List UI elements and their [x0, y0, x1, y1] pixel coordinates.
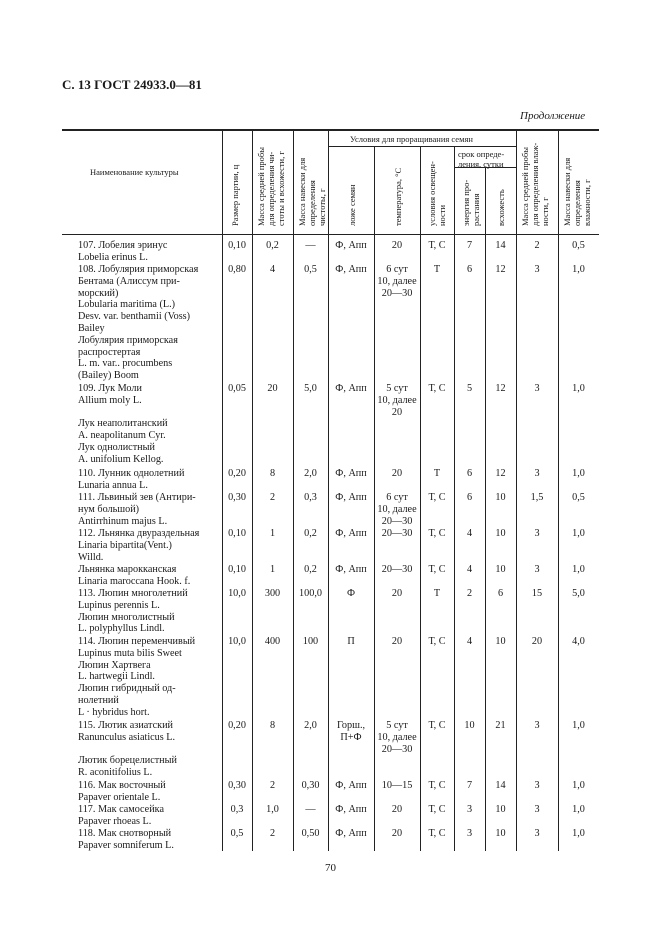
cell-ge: 10 — [495, 528, 506, 539]
cell-pm: 1,0 — [572, 528, 585, 539]
cell-sm: 3 — [534, 383, 540, 394]
cell-sp: 8 — [269, 720, 276, 731]
cell-ge: 12 — [495, 264, 506, 275]
cell-temp: 20 — [391, 828, 403, 839]
cell-ge: 14 — [495, 240, 506, 251]
cell-en: 3 — [466, 804, 473, 815]
cell-en: 4 — [466, 528, 473, 539]
cell-lot: 0,30 — [228, 780, 246, 791]
cell-pp: 100 — [302, 636, 319, 647]
cell-sp: 8 — [269, 468, 276, 479]
cell-lot: 0,30 — [228, 492, 246, 503]
cell-sp: 400 — [264, 636, 281, 647]
cell-pm: 0,5 — [572, 240, 585, 251]
cell-bed: Горш., П+Ф — [336, 720, 366, 743]
cell-light: Т, С — [428, 828, 446, 839]
cell-pm: 1,0 — [572, 264, 585, 275]
cell-en: 5 — [466, 383, 473, 394]
header-bed: ложе семян — [347, 184, 357, 226]
cell-sp: 2 — [269, 780, 276, 791]
cell-en: 6 — [466, 492, 473, 503]
cell-temp: 20—30 — [381, 564, 413, 575]
cell-pm: 1,0 — [572, 828, 585, 839]
header-portion-purity: Масса навески для определения чистоты, г — [297, 157, 327, 226]
cell-sm: 2 — [534, 240, 540, 251]
cell-bed: Ф — [346, 588, 356, 599]
culture-name: 115. Лютик азиатский Ranunculus asiaticus L. Лютик борецелистный R. aconitifolius L. — [78, 720, 177, 779]
cell-light: Т, С — [428, 720, 446, 731]
culture-name: 110. Лунник однолетний Lunaria annua L. — [78, 468, 185, 491]
cell-sp: 1,0 — [266, 804, 279, 815]
cell-lot: 0,5 — [230, 828, 244, 839]
cell-lot: 10,0 — [228, 588, 246, 599]
culture-name: 118. Мак снотворный Papaver somniferum L. — [78, 828, 174, 851]
header-energy: энергия про- растания — [461, 179, 481, 226]
page-number: 70 — [325, 862, 336, 874]
cell-ge: 12 — [495, 468, 506, 479]
cell-pp: — — [305, 804, 316, 815]
cell-temp: 20 — [391, 468, 403, 479]
culture-name: 112. Льнянка двураздельная Linaria bipartita(Vent.) Willd. — [78, 528, 200, 563]
cell-pp: 100,0 — [299, 588, 322, 599]
cell-lot: 0,05 — [228, 383, 246, 394]
cell-ge: 10 — [495, 804, 506, 815]
cell-en: 7 — [466, 240, 473, 251]
header-sample-purity: Масса средней пробы для определения чи- стоты и всхожести, г — [256, 147, 286, 226]
cell-en: 4 — [466, 636, 473, 647]
cell-temp: 10—15 — [381, 780, 413, 791]
cell-ge: 6 — [497, 588, 504, 599]
cell-light: Т — [433, 588, 441, 599]
cell-pm: 1,0 — [572, 468, 585, 479]
culture-name: 114. Люпин переменчивый Lupinus muta bilis Sweet Люпин Хартвега L. hartwegii Lindl. Люпин гибридный од- нолетний L · hybridus hort. — [78, 636, 196, 718]
cell-lot: 0,10 — [228, 564, 246, 575]
header-lot-size: Размер партии, ц — [230, 164, 240, 226]
cell-bed: Ф, Апп — [335, 383, 367, 394]
cell-sp: 1 — [269, 528, 276, 539]
culture-name: 113. Люпин многолетний Lupinus perennis L. Люпин многолистный L. polyphyllus Lindl. — [78, 588, 188, 635]
cell-sp: 20 — [267, 383, 278, 394]
cell-sm: 15 — [531, 588, 543, 599]
cell-light: Т, С — [428, 564, 446, 575]
culture-name: 109. Лук Моли Allium moly L. Лук неаполитанский A. neapolitanum Cyr. Лук однолистный A. unifolium Kellog. — [78, 383, 168, 465]
cell-light: Т, С — [428, 804, 446, 815]
cell-sm: 3 — [534, 828, 540, 839]
header-term-group: срок опреде- ления, сутки — [458, 149, 505, 169]
cell-temp: 20—30 — [381, 528, 413, 539]
cell-en: 6 — [466, 264, 473, 275]
cell-sm: 3 — [534, 564, 540, 575]
cell-pp: 0,50 — [301, 828, 320, 839]
culture-name: 108. Лобулярия приморская Бентама (Алиссум при- морский) Lobularia maritima (L.) Desv. var. benthamii (Voss) Bailey Лобулярия приморская распростертая L. m. var.. procumbens (Bailey) Boom — [78, 264, 199, 382]
cell-pp: 0,3 — [304, 492, 317, 503]
cell-pm: 1,0 — [572, 383, 585, 394]
cell-sm: 20 — [531, 636, 543, 647]
cell-sp: 2 — [269, 492, 276, 503]
cell-en: 4 — [466, 564, 473, 575]
cell-ge: 10 — [495, 828, 506, 839]
cell-sm: 3 — [534, 468, 540, 479]
cell-pm: 1,0 — [572, 804, 585, 815]
cell-pp: — — [305, 240, 316, 251]
cell-sp: 4 — [269, 264, 276, 275]
cell-en: 2 — [466, 588, 473, 599]
header-temp: температура, °С — [393, 167, 403, 226]
cell-bed: Ф, Апп — [335, 804, 367, 815]
cell-temp: 5 сут 10, далее 20—30 — [377, 720, 417, 755]
cell-ge: 21 — [495, 720, 506, 731]
cell-light: Т, С — [428, 636, 446, 647]
cell-sp: 0,2 — [266, 240, 279, 251]
header-germination-group: Условия для проращивания семян — [350, 134, 473, 144]
cell-ge: 10 — [495, 636, 506, 647]
cell-en: 7 — [466, 780, 473, 791]
culture-name: 117. Мак самосейка Papaver rhoeas L. — [78, 804, 164, 827]
cell-en: 3 — [466, 828, 473, 839]
document-header: С. 13 ГОСТ 24933.0—81 — [62, 77, 202, 92]
cell-pm: 1,0 — [572, 780, 585, 791]
cell-en: 6 — [466, 468, 473, 479]
cell-pm: 1,0 — [572, 720, 585, 731]
cell-pp: 0,30 — [301, 780, 320, 791]
cell-light: Т, С — [428, 528, 446, 539]
cell-bed: Ф, Апп — [335, 468, 367, 479]
cell-bed: Ф, Апп — [335, 564, 367, 575]
header-portion-moist: Масса навески для определения влажности, г — [562, 157, 592, 226]
culture-name: Льнянка марокканская Linaria maroccana Hook. f. — [78, 564, 191, 587]
cell-temp: 6 сут 10, далее 20—30 — [377, 264, 417, 299]
cell-lot: 0,10 — [228, 240, 246, 251]
cell-lot: 0,3 — [230, 804, 244, 815]
cell-en: 10 — [464, 720, 475, 731]
cell-ge: 10 — [495, 492, 506, 503]
cell-sm: 3 — [534, 264, 540, 275]
cell-bed: Ф, Апп — [335, 240, 367, 251]
cell-pp: 2,0 — [304, 468, 317, 479]
cell-temp: 6 сут 10, далее 20—30 — [377, 492, 417, 527]
cell-ge: 14 — [495, 780, 506, 791]
cell-bed: Ф, Апп — [335, 528, 367, 539]
cell-pm: 4,0 — [572, 636, 585, 647]
cell-sm: 3 — [534, 780, 540, 791]
cell-lot: 0,20 — [228, 468, 246, 479]
cell-light: Т — [433, 468, 441, 479]
cell-bed: Ф, Апп — [335, 780, 367, 791]
cell-temp: 20 — [391, 240, 403, 251]
cell-pm: 1,0 — [572, 564, 585, 575]
culture-name: 116. Мак восточный Papaver orientale L. — [78, 780, 166, 803]
cell-sm: 3 — [534, 804, 540, 815]
cell-lot: 0,20 — [228, 720, 246, 731]
cell-sp: 1 — [269, 564, 276, 575]
cell-sp: 300 — [264, 588, 281, 599]
cell-bed: Ф, Апп — [335, 492, 367, 503]
cell-ge: 12 — [495, 383, 506, 394]
cell-sp: 2 — [269, 828, 276, 839]
cell-pp: 0,5 — [304, 264, 317, 275]
cell-bed: Ф, Апп — [335, 264, 367, 275]
cell-bed: Ф, Апп — [335, 828, 367, 839]
cell-bed: П — [347, 636, 355, 647]
cell-temp: 20 — [391, 804, 403, 815]
cell-light: Т, С — [428, 240, 446, 251]
cell-lot: 0,10 — [228, 528, 246, 539]
cell-light: Т, С — [428, 780, 446, 791]
cell-temp: 20 — [391, 636, 403, 647]
cell-sm: 3 — [534, 720, 540, 731]
cell-pp: 0,2 — [304, 528, 317, 539]
cell-light: Т, С — [428, 383, 446, 394]
continuation-label: Продолжение — [520, 110, 586, 122]
cell-temp: 5 сут 10, далее 20 — [377, 383, 417, 418]
culture-name: 111. Львиный зев (Антири- нум большой) Antirrhinum majus L. — [78, 492, 196, 527]
cell-pm: 0,5 — [572, 492, 585, 503]
cell-sm: 1,5 — [530, 492, 544, 503]
header-light: условия освещен- ности — [427, 161, 447, 226]
cell-temp: 20 — [391, 588, 403, 599]
cell-light: Т, С — [428, 492, 446, 503]
culture-name: 107. Лобелия эринус Lobelia erinus L. — [78, 240, 168, 263]
cell-pp: 2,0 — [304, 720, 317, 731]
cell-pp: 0,2 — [304, 564, 317, 575]
header-name: Наименование культуры — [90, 167, 179, 177]
cell-lot: 10,0 — [228, 636, 246, 647]
cell-lot: 0,80 — [228, 264, 246, 275]
header-sample-moist: Масса средней пробы для определения влаж- ности, г — [520, 142, 550, 226]
cell-sm: 3 — [534, 528, 540, 539]
cell-ge: 10 — [495, 564, 506, 575]
header-germ: всхожесть — [496, 189, 506, 226]
cell-pm: 5,0 — [572, 588, 585, 599]
cell-pp: 5,0 — [304, 383, 317, 394]
cell-light: Т — [433, 264, 441, 275]
